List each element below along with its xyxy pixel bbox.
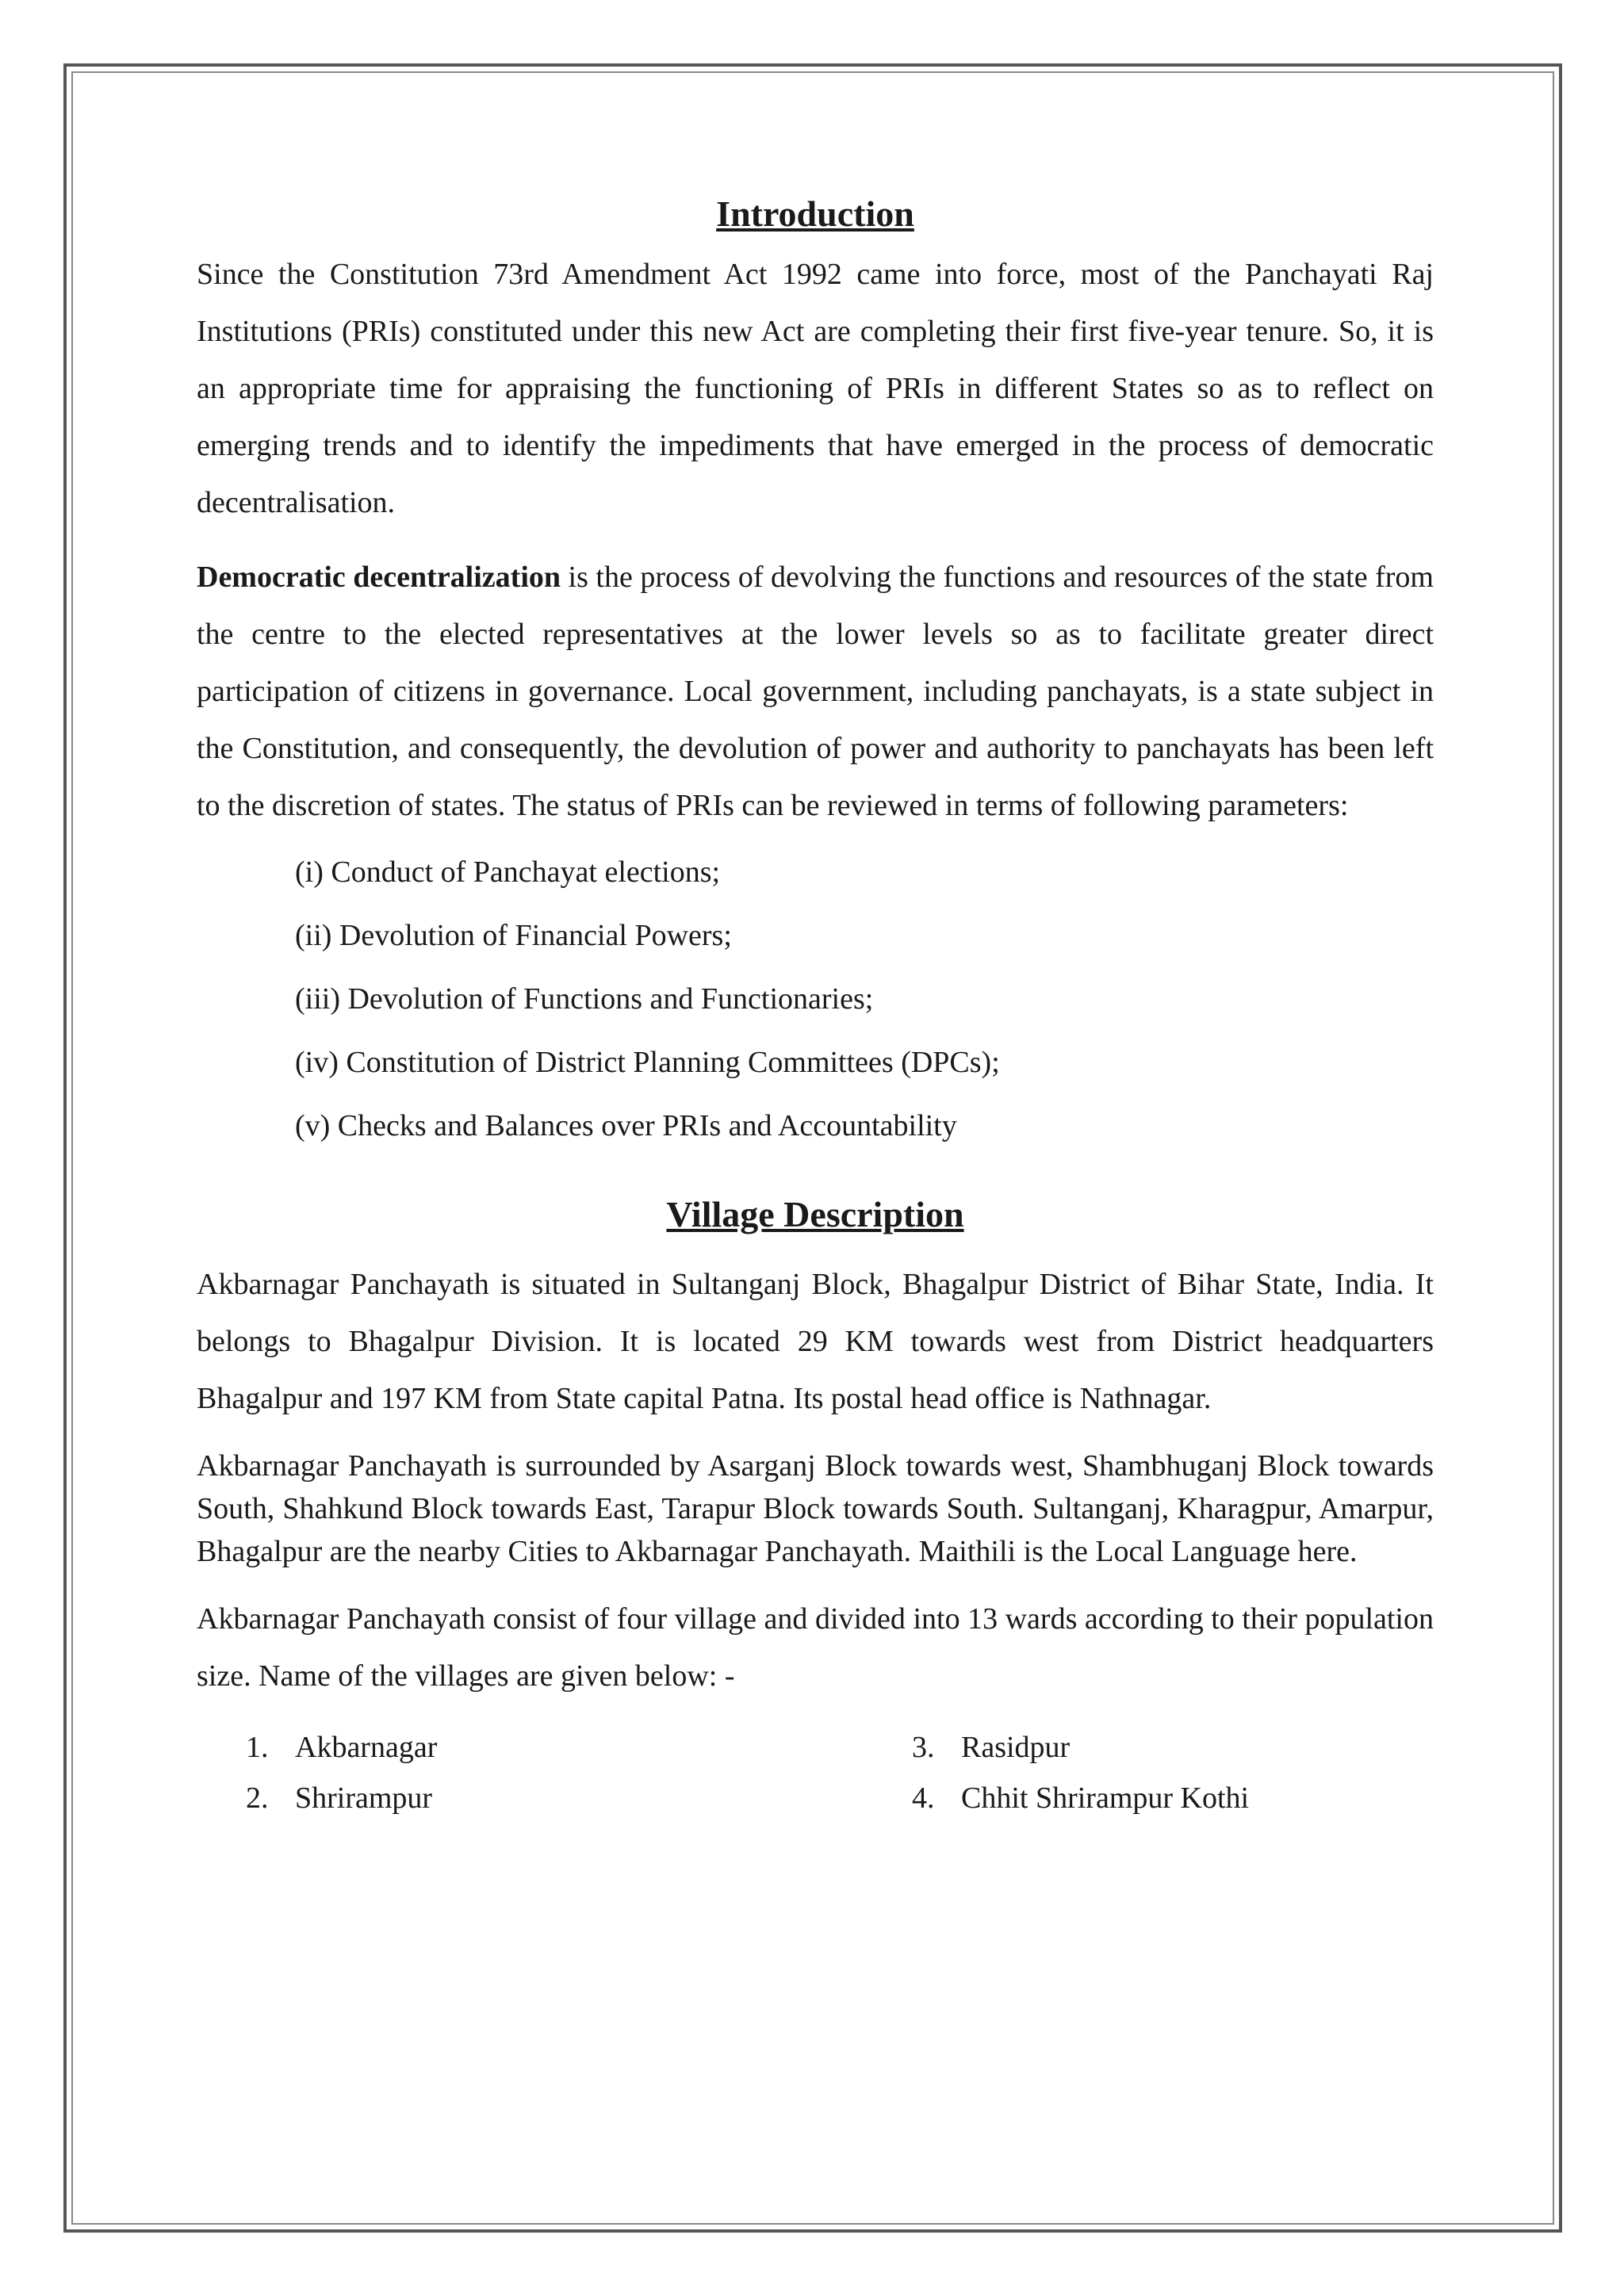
- bold-term: Democratic decentralization: [197, 561, 561, 594]
- village-name: Shrirampur: [295, 1781, 433, 1815]
- village-name: Chhit Shrirampur Kothi: [961, 1781, 1250, 1815]
- village-list-item: [863, 1725, 1434, 1770]
- introduction-paragraph-2-text: is the process of devolving the functions and resources of the state from the centre to the elected representatives at the lower levels so as to facilitate greater direct participation of citizens in governance. Local government, including panchayats, is a state subject in the Constitution, and consequently, the devolution of power and authority to panchayats has been left to the discretion of states. The status of PRIs can be reviewed in terms of following parameters:: [197, 561, 1434, 822]
- village-name: Akbarnagar: [295, 1731, 438, 1764]
- village-list: [197, 1725, 1434, 1827]
- village-number: 1.: [246, 1731, 269, 1764]
- introduction-paragraph-2: [197, 549, 1434, 834]
- village-number: 3.: [912, 1731, 935, 1764]
- village-paragraph-3: Akbarnagar Panchayath consist of four village and divided into 13 wards according to their population size. Name of the villages are given below: -: [197, 1602, 1434, 1693]
- parameter-item: (i) Conduct of Panchayat elections;: [295, 855, 721, 889]
- introduction-heading: Introduction: [716, 193, 914, 234]
- village-list-item: [197, 1776, 863, 1820]
- village-number: 2.: [246, 1781, 269, 1815]
- village-name: Rasidpur: [961, 1731, 1071, 1764]
- village-list-item: [863, 1776, 1434, 1820]
- parameters-list: [197, 851, 1434, 1146]
- parameter-item: (iii) Devolution of Functions and Functionaries;: [295, 982, 874, 1016]
- parameter-item: (v) Checks and Balances over PRIs and Accountability: [295, 1109, 957, 1142]
- document-body: [197, 190, 1434, 1827]
- village-paragraph-1: Akbarnagar Panchayath is situated in Sultanganj Block, Bhagalpur District of Bihar State, India. It belongs to Bhagalpur Division. It is located 29 KM towards west from District headquarters Bhagalpur and 197 KM from State capital Patna. Its postal head office is Nathnagar.: [197, 1268, 1434, 1415]
- village-paragraph-2: Akbarnagar Panchayath is surrounded by Asarganj Block towards west, Shambhuganj Block towards South, Shahkund Block towards East, Tarapur Block towards South. Sultanganj, Kharagpur, Amarpur, Bhagalpur are the nearby Cities to Akbarnagar Panchayath. Maithili is the Local Language here.: [197, 1449, 1434, 1568]
- introduction-paragraph-1: Since the Constitution 73rd Amendment Act 1992 came into force, most of the Panchayati Raj Institutions (PRIs) constituted under this new Act are completing their first five-year tenure. So, it is an appropriate time for appraising the functioning of PRIs in different States so as to reflect on emerging trends and to identify the impediments that have emerged in the process of democratic decentralisation.: [197, 258, 1434, 519]
- village-list-item: [197, 1725, 863, 1770]
- parameter-item: (iv) Constitution of District Planning Committees (DPCs);: [295, 1046, 1000, 1079]
- parameter-item: (ii) Devolution of Financial Powers;: [295, 919, 732, 952]
- village-number: 4.: [912, 1781, 935, 1815]
- village-description-heading: Village Description: [666, 1194, 964, 1234]
